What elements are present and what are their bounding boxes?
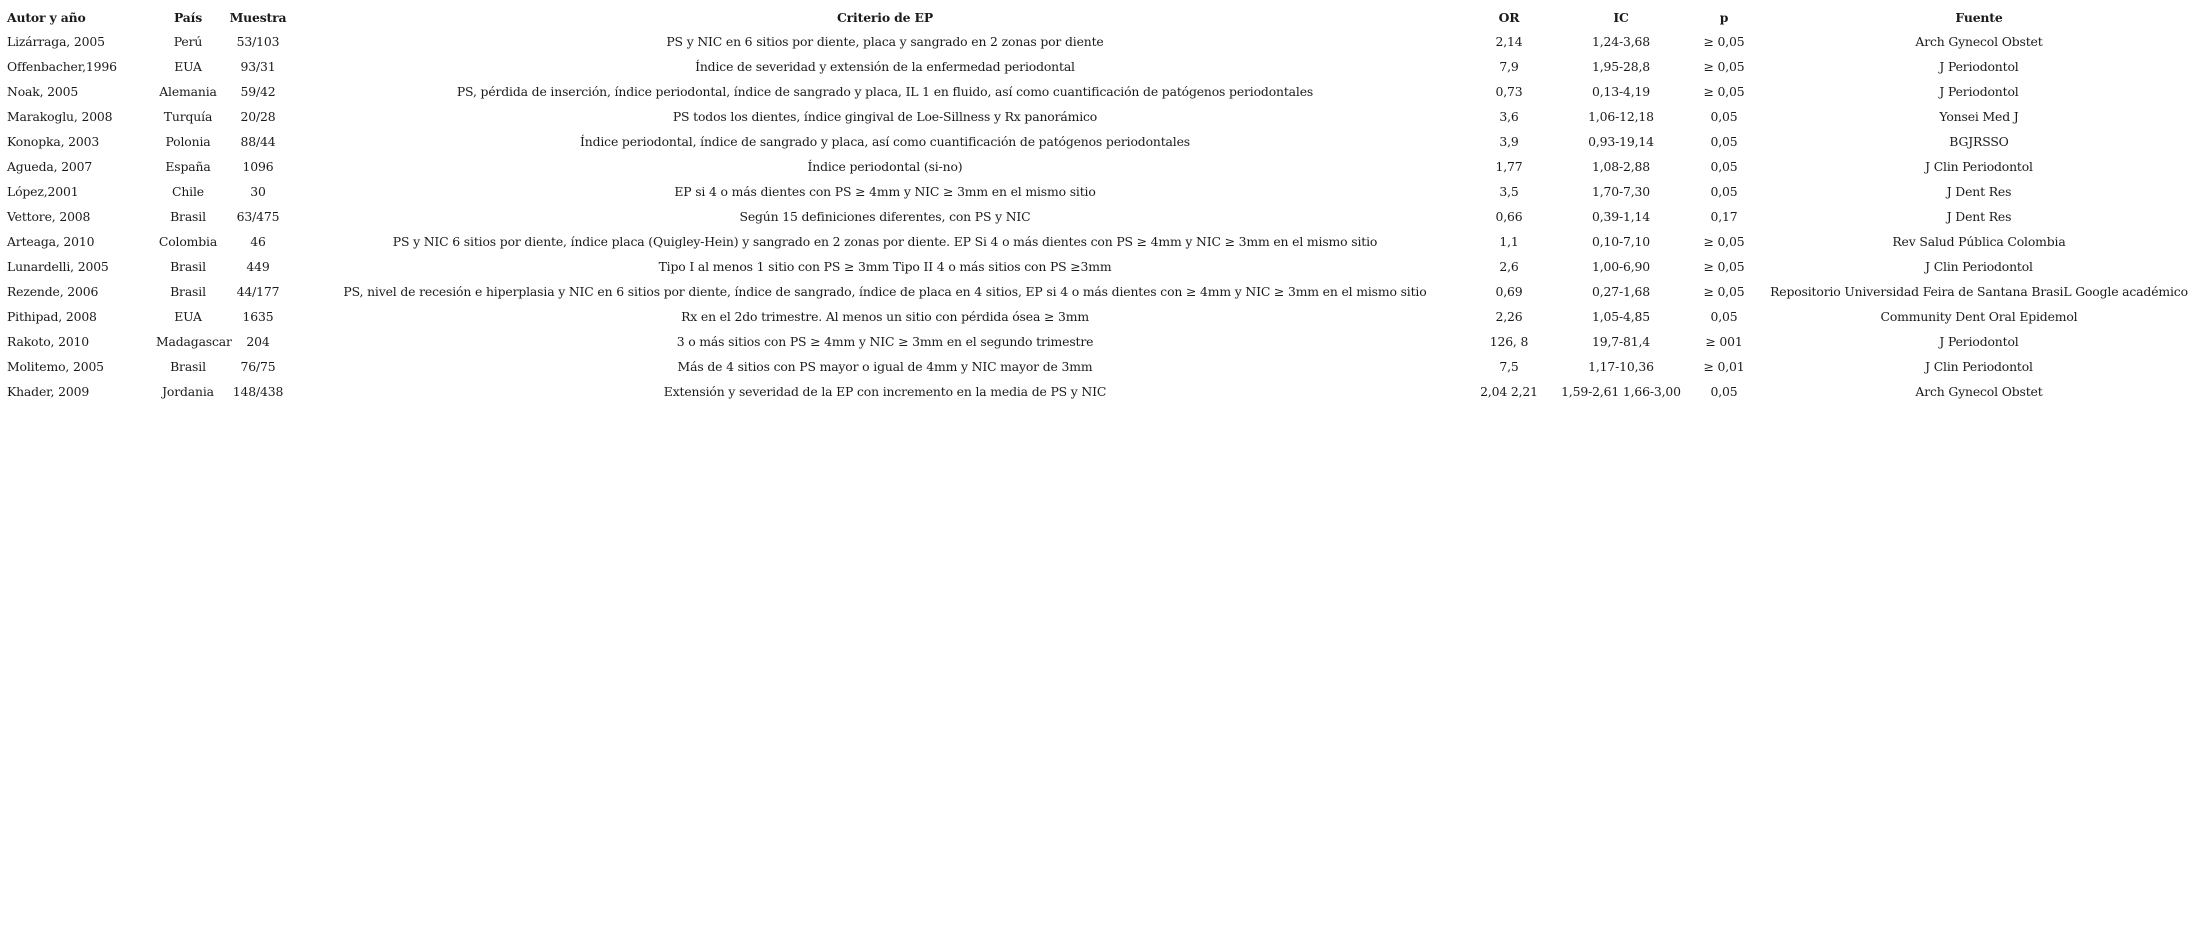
cell-author: López,2001 [7,184,79,199]
cell-or: 7,5 [1499,359,1519,374]
cell-source: Rev Salud Pública Colombia [1892,234,2066,249]
cell-criterion: PS y NIC en 6 sitios por diente, placa y sangrado en 2 zonas por diente [666,34,1104,49]
document-page [4,5,2208,404]
cell-sample: 76/75 [240,359,276,374]
cell-p: ≥ 0,05 [1703,84,1745,99]
cell-criterion: Índice de severidad y extensión de la enfermedad periodontal [695,59,1075,74]
cell-source: Arch Gynecol Obstet [1915,384,2043,399]
cell-source: J Periodontol [1939,334,2019,349]
cell-source: J Periodontol [1939,84,2019,99]
cell-p: ≥ 0,05 [1703,234,1745,249]
cell-ic: 1,17-10,36 [1588,359,1654,374]
cell-criterion: EP si 4 o más dientes con PS ≥ 4mm y NIC ≥ 3mm en el mismo sitio [674,184,1096,199]
cell-or: 1,1 [1499,234,1519,249]
cell-author: Rakoto, 2010 [7,334,90,349]
cell-criterion: PS, nivel de recesión e hiperplasia y NIC en 6 sitios por diente, índice de sangrado, índice de placa en 4 sitios, EP si 4 o más dientes con ≥ 4mm y NIC ≥ 3mm en el mismo sitio [343,284,1427,299]
cell-criterion: PS todos los dientes, índice gingival de Loe-Sillness y Rx panorámico [672,109,1098,124]
cell-criterion: 3 o más sitios con PS ≥ 4mm y NIC ≥ 3mm en el segundo trimestre [676,334,1094,349]
cell-or: 2,14 [1495,34,1523,49]
table-row [4,354,2208,379]
table-row [4,129,2208,154]
cell-country: EUA [174,59,202,74]
cell-author: Pithipad, 2008 [7,309,97,324]
cell-author: Agueda, 2007 [7,159,93,174]
cell-country: Brasil [170,209,206,224]
cell-p: 0,05 [1710,384,1738,399]
cell-ic: 1,95-28,8 [1591,59,1650,74]
table-row [4,329,2208,354]
cell-sample: 44/177 [236,284,280,299]
cell-ic: 0,13-4,19 [1591,84,1650,99]
cell-author: Lunardelli, 2005 [7,259,109,274]
cell-author: Khader, 2009 [7,384,90,399]
cell-country: Chile [172,184,204,199]
table-row [4,229,2208,254]
cell-p: ≥ 0,05 [1703,59,1745,74]
cell-or: 3,9 [1499,134,1519,149]
cell-sample: 93/31 [240,59,276,74]
cell-criterion: Extensión y severidad de la EP con incremento en la media de PS y NIC [663,384,1107,399]
cell-country: Brasil [170,259,206,274]
cell-source: J Dent Res [1946,184,2012,199]
cell-or: 0,69 [1495,284,1523,299]
cell-or: 3,5 [1499,184,1519,199]
cell-source: Community Dent Oral Epidemol [1880,309,2078,324]
cell-sample: 88/44 [240,134,276,149]
cell-ic: 1,06-12,18 [1588,109,1654,124]
header-sample: Muestra [229,9,287,25]
cell-p: ≥ 0,01 [1703,359,1745,374]
cell-or: 2,26 [1495,309,1523,324]
header-country: País [173,9,203,25]
header-ic: IC [1613,9,1629,25]
table-row [4,254,2208,279]
table-row [4,104,2208,129]
cell-sample: 63/475 [236,209,280,224]
cell-p: 0,05 [1710,134,1738,149]
cell-sample: 30 [250,184,266,199]
cell-criterion: Más de 4 sitios con PS mayor o igual de 4mm y NIC mayor de 3mm [677,359,1093,374]
cell-author: Molitemo, 2005 [7,359,104,374]
cell-country: Brasil [170,284,206,299]
cell-ic: 1,05-4,85 [1591,309,1650,324]
cell-author: Konopka, 2003 [7,134,100,149]
cell-criterion: PS y NIC 6 sitios por diente, índice placa (Quigley-Hein) y sangrado en 2 zonas por diente. EP Si 4 o más dientes con PS ≥ 4mm y NIC ≥ 3mm en el mismo sitio [392,234,1378,249]
table-row [4,279,2208,304]
cell-ic: 19,7-81,4 [1591,334,1650,349]
cell-criterion: Índice periodontal (si-no) [807,159,963,174]
cell-country: Jordania [162,384,214,399]
studies-table [4,5,2208,404]
table-row [4,79,2208,104]
cell-or: 0,73 [1495,84,1523,99]
cell-source: J Clin Periodontol [1925,359,2033,374]
table-row [4,179,2208,204]
header-criterion: Criterio de EP [836,9,934,25]
cell-ic: 0,10-7,10 [1591,234,1650,249]
header-source: Fuente [1955,9,2003,25]
cell-p: ≥ 0,05 [1703,34,1745,49]
cell-source: Arch Gynecol Obstet [1915,34,2043,49]
cell-sample: 59/42 [240,84,276,99]
table-row [4,204,2208,229]
cell-ic: 1,24-3,68 [1591,34,1650,49]
cell-country: Madagascar [156,334,232,349]
cell-sample: 46 [250,234,266,249]
cell-sample: 20/28 [240,109,276,124]
cell-country: EUA [174,309,202,324]
cell-criterion: Rx en el 2do trimestre. Al menos un sitio con pérdida ósea ≥ 3mm [681,309,1089,324]
cell-country: Brasil [170,359,206,374]
cell-or: 0,66 [1495,209,1523,224]
cell-p: ≥ 001 [1705,334,1743,349]
cell-ic: 0,27-1,68 [1591,284,1650,299]
table-row [4,304,2208,329]
table-row [4,54,2208,79]
cell-source: BGJRSSO [1949,134,2009,149]
cell-author: Vettore, 2008 [7,209,91,224]
cell-author: Marakoglu, 2008 [7,109,113,124]
cell-sample: 204 [246,334,270,349]
cell-criterion: Tipo I al menos 1 sitio con PS ≥ 3mm Tipo II 4 o más sitios con PS ≥3mm [658,259,1112,274]
cell-country: Perú [173,34,203,49]
header-author: Autor y año [7,9,86,25]
cell-author: Arteaga, 2010 [7,234,95,249]
cell-p: 0,05 [1710,309,1738,324]
cell-p: 0,05 [1710,159,1738,174]
cell-sample: 1096 [242,159,274,174]
cell-or: 2,6 [1499,259,1519,274]
header-p: p [1719,9,1729,25]
cell-sample: 148/438 [232,384,284,399]
cell-ic: 0,93-19,14 [1588,134,1654,149]
cell-or: 126, 8 [1489,334,1529,349]
cell-ic: 1,00-6,90 [1591,259,1650,274]
cell-author: Offenbacher,1996 [7,59,117,74]
cell-country: España [165,159,211,174]
header-or: OR [1498,9,1520,25]
table-row [4,379,2208,404]
cell-or: 1,77 [1495,159,1523,174]
cell-ic: 0,39-1,14 [1591,209,1650,224]
cell-or: 2,04 2,21 [1480,384,1538,399]
cell-ic: 1,70-7,30 [1591,184,1650,199]
cell-p: 0,17 [1710,209,1738,224]
cell-source: J Clin Periodontol [1925,159,2033,174]
cell-source: Repositorio Universidad Feira de Santana BrasiL Google académico [1770,284,2188,299]
cell-criterion: PS, pérdida de inserción, índice periodontal, índice de sangrado y placa, IL 1 en fluido, así como cuantificación de patógenos periodontales [456,84,1314,99]
cell-country: Alemania [159,84,217,99]
cell-p: ≥ 0,05 [1703,284,1745,299]
cell-or: 3,6 [1499,109,1519,124]
cell-sample: 53/103 [236,34,280,49]
cell-author: Rezende, 2006 [7,284,99,299]
cell-source: Yonsei Med J [1939,109,2019,124]
cell-p: ≥ 0,05 [1703,259,1745,274]
cell-country: Turquía [163,109,213,124]
table-row [4,154,2208,179]
cell-source: J Dent Res [1946,209,2012,224]
cell-ic: 1,08-2,88 [1591,159,1650,174]
cell-author: Lizárraga, 2005 [7,34,105,49]
cell-criterion: Según 15 definiciones diferentes, con PS y NIC [739,209,1031,224]
cell-country: Colombia [158,234,218,249]
table-header [4,5,2208,29]
table-body [4,29,2208,404]
cell-source: J Periodontol [1939,59,2019,74]
cell-country: Polonia [165,134,211,149]
cell-p: 0,05 [1710,109,1738,124]
table-row [4,29,2208,54]
cell-author: Noak, 2005 [7,84,79,99]
cell-criterion: Índice periodontal, índice de sangrado y placa, así como cuantificación de patógenos periodontales [580,134,1190,149]
cell-or: 7,9 [1499,59,1519,74]
cell-ic: 1,59-2,61 1,66-3,00 [1561,384,1681,399]
header-row [4,5,2208,29]
cell-sample: 1635 [242,309,274,324]
cell-p: 0,05 [1710,184,1738,199]
cell-sample: 449 [246,259,270,274]
cell-source: J Clin Periodontol [1925,259,2033,274]
